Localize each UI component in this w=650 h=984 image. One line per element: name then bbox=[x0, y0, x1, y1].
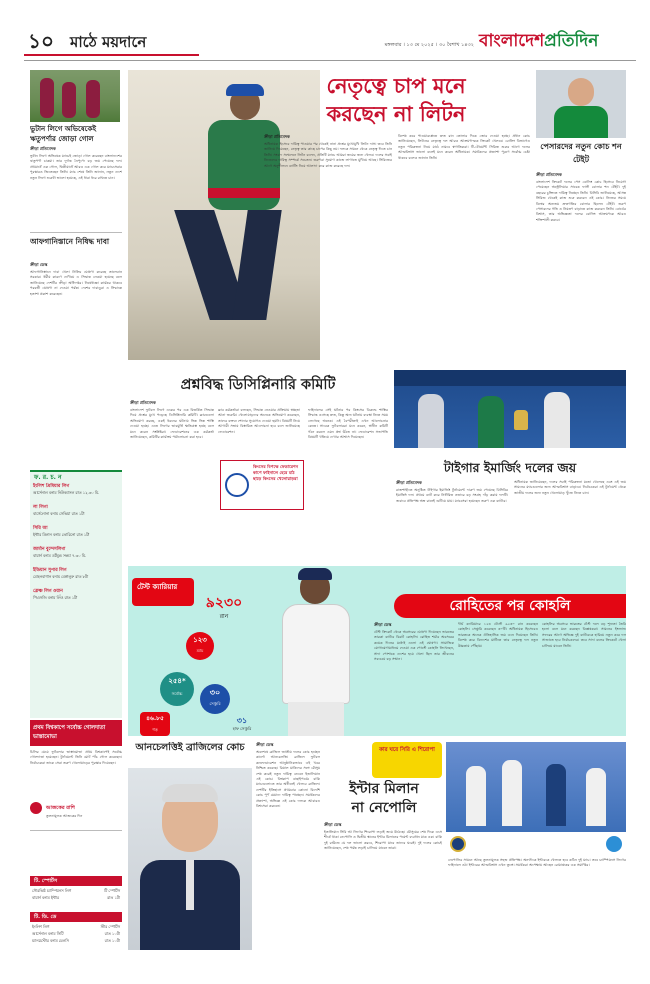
divider bbox=[30, 232, 122, 233]
kohli-cap bbox=[298, 568, 332, 580]
team-photo bbox=[394, 370, 626, 448]
tv-guide-item bbox=[33, 567, 119, 580]
player-figure bbox=[546, 764, 566, 826]
lead-body-col-2: বিশেষ করে পাওয়ারপ্লেতে দ্রুত রান তোলার দিকে জোর দেওয়া হচ্ছে। প্রধান কোচ জানিয়েছেন, লিটনের নেতৃত্বে দল আরও আক্রমণাত্মক ক্রিকেট খেলবে। বোলিং বিভাগেও নতুন পরিকল্পনা নিয়ে মাঠে নামবে স্বাগতিকরা। টি-টোয়েন্টি সিরিজ শুরুর আগে দলের আত্মবিশ্বাস ভালো বলেই মনে করেন অধিনায়ক। সমর্থকদের প্রত্যাশা পূরণে সর্বোচ্চ চেষ্টা থাকবে বলেও জানান তিনি। bbox=[398, 134, 530, 160]
tv-guide-item-title: সিরি আ bbox=[33, 526, 48, 531]
stat-hundreds-value: ৩০ bbox=[209, 688, 221, 697]
listing-row-channel: রাত ১০টা bbox=[104, 938, 120, 943]
coach-photo bbox=[536, 70, 626, 138]
listing-rows bbox=[30, 887, 122, 909]
banner-title: প্রথম বিশ্বকাপে সর্বোচ্চ গোলদাতা ভাস্তামোভা bbox=[33, 725, 106, 740]
player-figure bbox=[62, 82, 76, 118]
tv-guide-list bbox=[30, 483, 122, 601]
tiger-body-col-1: রাজশাহীতে অনুষ্ঠিত টাইগার ইমার্জিং টুর্নামেন্টে দারুণ জয় পেয়েছে বিসিবির ইমার্জিং দল। প্রথমে ব্যাট করে নির্ধারিত ওভারে বড় সংগ্রহ দাঁড় করায় দলটি। জবাবে প্রতিপক্ষ অল্প রানেই গুটিয়ে যায়। ম্যাচসেরা হয়েছেন তরুণ এক ব্যাটার। bbox=[396, 488, 508, 503]
listing-row-channel: টি স্পোর্টস bbox=[104, 888, 120, 893]
tv-guide bbox=[30, 470, 122, 718]
inter-body-col-2: নেপোলির সামনে আছে তুলনামূলক সহজ প্রতিপক্ষ। অন্যদিকে ইন্টারকে খেলতে হবে কঠিন দুই ম্যাচ। তবে চ্যাম্পিয়নস লিগের ফাইনালে ওঠা ইন্টারের আত্মবিশ্বাস এখন তুঙ্গে। সমর্থকরা অপেক্ষায় আছেন রোমাঞ্চকর এক সমাপ্তির। bbox=[448, 858, 626, 868]
committee-body-col-3: ফাইনালের সেই ঘটনার পর কিংসের বিরুদ্ধে শাস্তির সিদ্ধান্ত এসেছে দ্রুত, কিন্তু অন্য ঘটনায় ব্যবস্থা নিতে সময় লেগেছে অনেক। এই বৈপরীত্যই এখন আলোচনার কেন্দ্রে। সাবেক ফুটবলাররা মনে করেন, স্বাধীন কমিটি গঠন করলে এমন প্রশ্ন উঠত না। ফেডারেশন সভাপতি বিষয়টি খতিয়ে দেখার আশ্বাস দিয়েছেন। bbox=[308, 408, 388, 440]
masthead bbox=[24, 14, 636, 64]
tiger-body-col-2: অধিনায়ক জানিয়েছেন, দলের সবাই পরিকল্পনা মতো খেলেছে এবং এই জয় সামনের ম্যাচগুলোর জন্য আত্মবিশ্বাস বাড়াবে। নির্বাচকেরা এই টুর্নামেন্ট থেকে জাতীয় দলের জন্য নতুন খেলোয়াড় খুঁজে নিতে চান। bbox=[514, 480, 626, 495]
tv-guide-item bbox=[33, 483, 119, 496]
coach-hair bbox=[162, 784, 218, 802]
stat-average-value: ৪৬.৮৫ bbox=[146, 715, 164, 722]
tiger-byline: ক্রীড়া প্রতিবেদক bbox=[396, 480, 422, 485]
date-line: মঙ্গলবার । ১৩ মে ২০২৫ । ৩০ বৈশাখ ১৪৩২ bbox=[384, 42, 474, 48]
article-byline: ক্রীড়া ডেস্ক bbox=[30, 262, 48, 267]
article-body: ভুটান লিগে অভিষেক ম্যাচেই জোড়া গোল করেছেন বাংলাদেশের ঋতুপর্ণা চাকমা। তার দুর্দান্ত নৈপুণ্যে বড় জয় পেয়েছে দল। প্রথমার্ধে এক গোল, দ্বিতীয়ার্ধে আরও এক গোল করে ম্যাচসেরার পুরস্কারও জিতেছেন তিনি। ম্যাচ শেষে তিনি জানান, নতুন দেশে নতুন লিগে শুরুটা ভালো হয়েছে, এই ধারা ধরে রাখতে চান। bbox=[30, 154, 122, 180]
article-body: চিলির মেয়ে ফুটবলার ভাস্তামোভা প্রথম বিশ্বকাপেই সর্বোচ্চ গোলদাতা হয়েছেন। টুর্নামেন্টে তিনি মোট পাঁচ গোল করেছেন। নির্বাচকেরা তাকে সেরা তরুণ খেলোয়াড়ের পুরস্কার দিয়েছেন। bbox=[30, 750, 122, 765]
listing-header bbox=[30, 876, 122, 886]
lead-headline-line-1: নেতৃত্বে চাপ মনে bbox=[326, 73, 466, 98]
listing-row-channel: স্টার স্পোর্টস bbox=[100, 924, 120, 929]
inter-title-line-2: না নেপোলি bbox=[351, 800, 417, 816]
napoli-photo bbox=[446, 742, 626, 832]
masthead-rule bbox=[24, 60, 636, 61]
listing-row-channel: রাত ১০টা bbox=[104, 931, 120, 936]
tv-guide-item-title: ইংলিশ প্রিমিয়ার লিগ bbox=[33, 484, 70, 489]
banner bbox=[30, 720, 122, 746]
football-photo bbox=[30, 70, 120, 122]
stat-runs-label: রান bbox=[219, 613, 229, 620]
ancelotti-byline: ক্রীড়া ডেস্ক bbox=[256, 742, 274, 747]
stat-matches-label: ম্যাচ bbox=[196, 648, 204, 653]
kohli-body-col-1: টেস্ট ক্রিকেট থেকে অবসরের ঘোষণা দিয়েছেন ভারতের তারকা ব্যাটার বিরাট কোহলি। রোহিত শর্মার অবসরের কয়েক দিনের মধ্যেই এলো এই ঘোষণা। সামাজিক যোগাযোগমাধ্যমে দেওয়া এক পোস্টে কোহলি লিখেছেন, সাদা পোশাকে দেশের হয়ে খেলা ছিল তার জীবনের সবচেয়ে বড় সম্মান। bbox=[374, 630, 454, 662]
career-stats-title bbox=[132, 578, 194, 606]
tv-guide-item-text: মোহনবাগান বনাম বেঙ্গালুরু রাত ৮টা bbox=[33, 574, 89, 579]
coach-head bbox=[568, 78, 594, 106]
kohli-banner bbox=[394, 594, 626, 618]
tv-guide-item bbox=[33, 546, 119, 559]
listing-row bbox=[30, 937, 122, 944]
divider bbox=[30, 830, 122, 831]
stat-average bbox=[140, 712, 170, 736]
lead-body-col-1: অধিনায়ক হিসেবে দায়িত্ব পাওয়ার পর থেকেই নানা প্রশ্নের মুখোমুখি লিটন দাস। তবে তিনি জানিয়ে দিয়েছেন, নেতৃত্ব তার কাছে চাপের কিছু নয়। দলকে সামনে থেকে নেতৃত্ব দিতে চান তিনি। সংবাদ সম্মেলনে লিটন বলেন, প্রতিটি ম্যাচে আমরা জয়ের জন্য খেলব। দলের সবাই নিজেদের দায়িত্ব সম্পর্কে সচেতন। তরুণরা সুযোগ কাজে লাগাতে মুখিয়ে আছে। সিরিজের আগে অনুশীলনে ব্যাটিং নিয়ে আলাদা করে কাজ করেছে দল। bbox=[264, 142, 392, 168]
player-figure bbox=[40, 78, 54, 118]
listing-row-program: বায়ার্ন বনাম ইন্টার bbox=[32, 895, 59, 900]
listing-row bbox=[30, 930, 122, 937]
tv-guide-item-text: আর্সেনাল বনাম নিউক্যাসল রাত ১২.৩০ মি. bbox=[33, 490, 100, 495]
article-body: আফগানিস্তানে দাবা খেলা নিষিদ্ধ ঘোষণা করেছে তালেবান সরকার। ধর্মীয় কারণে দেখিয়ে এ সিদ্ধান্ত নেওয়া হয়েছে বলে জানিয়েছে দেশটির ক্রীড়া অধিদপ্তর। নিষেধাজ্ঞা কার্যকর থাকবে পরবর্তী ঘোষণা না দেওয়া পর্যন্ত। দেশের দাবাড়ুরা এ সিদ্ধান্তে হতাশা প্রকাশ করেছেন। bbox=[30, 270, 122, 296]
lead-byline: ক্রীড়া প্রতিবেদক bbox=[264, 134, 290, 139]
stat-runs bbox=[194, 594, 254, 624]
player-figure bbox=[466, 766, 486, 826]
stat-fifties-label: হাফ সেঞ্চুরি bbox=[232, 726, 252, 731]
tv-guide-item bbox=[33, 588, 119, 601]
tv-guide-title: ফ. র. চ. ন bbox=[34, 474, 62, 481]
horoscope-icon bbox=[30, 802, 42, 814]
inter-byline: ক্রীড়া ডেস্ক bbox=[324, 822, 342, 827]
coach-byline: ক্রীড়া প্রতিবেদক bbox=[536, 172, 562, 177]
inter-title-line-1: ইন্টার মিলান bbox=[349, 781, 419, 797]
tv-guide-item-title: জার্মান বুন্দেসলিগা bbox=[33, 547, 66, 552]
tiger-title: টাইগার ইমার্জিং দলের জয় bbox=[443, 460, 577, 475]
kohli-body-col-3: কোহলির অবসরে ভারতের টেস্ট দলে বড় শূন্যতা তৈরি হলো বলে মনে করছেন বিশ্লেষকরা। সামনের ইংল্যান্ড সফরের আগে অভিজ্ঞ দুই ব্যাটারকে হারিয়ে নতুন করে দল সাজাতে হবে নির্বাচকদের। তবে সাদা বলের ক্রিকেটে খেলা চালিয়ে যাবেন তিনি। bbox=[542, 622, 626, 648]
federation-icon bbox=[225, 473, 249, 497]
tv-guide-item-title: ফ্রেঞ্চ লিগ ওয়ান bbox=[33, 589, 63, 594]
tv-guide-item-title: ইন্ডিয়ান সুপার লিগ bbox=[33, 568, 67, 573]
person-figure bbox=[418, 394, 444, 448]
horoscope-note: তুলনামূলক আজকের দিন bbox=[46, 814, 83, 818]
cap bbox=[226, 84, 264, 96]
listing-row bbox=[30, 887, 122, 894]
ancelotti-body: অবশেষে ব্রাজিল জাতীয় দলের কোচ হচ্ছেন কার্লো আনচেলত্তি। ব্রাজিল ফুটবল কনফেডারেশন আনুষ্ঠানিকভাবে এই খবর নিশ্চিত করেছে। রিয়াল মাদ্রিদের সঙ্গে মৌসুম শেষ করেই নতুন দায়িত্ব নেবেন ইতালিয়ান এই কোচ। বিশ্বকাপ বাছাইপর্বের বাকি ম্যাচগুলোতে তার অধীনেই খেলবে ব্রাজিল। দেশটির ইতিহাসে প্রথমবার কোনো বিদেশি কোচ পূর্ণ মেয়াদে দায়িত্ব পাচ্ছেন। সমর্থকদের প্রত্যাশা, অভিজ্ঞ এই কোচ দলকে আবারও বিশ্বসেরা করবেন। bbox=[256, 750, 320, 809]
coach-shirt bbox=[554, 106, 608, 138]
coach-body: বাংলাদেশ ক্রিকেট দলের পেস বোলিং কোচ হিসেবে নিয়োগ পেয়েছেন অস্ট্রেলিয়ার সাবেক ফাস্ট বোলার শন টেইট। দুই বছরের চুক্তিতে দায়িত্ব নিচ্ছেন তিনি। বিসিবি জানিয়েছে, আসন্ন সিরিজ থেকেই কাজ শুরু করবেন এই কোচ। নিজের সময়ে বিশ্বের অন্যতম দ্রুতগতির বোলার ছিলেন টেইট। তরুণ পেসারদের গতি ও নিয়ন্ত্রণ বাড়াতে কাজ করবেন তিনি। বোর্ডের বিশ্বাস, তার অভিজ্ঞতা দলের বোলিং আক্রমণকে আরও শক্তিশালী করবে। bbox=[536, 180, 626, 222]
article-title: আফগানিস্তানে নিষিদ্ধ দাবা bbox=[30, 237, 110, 246]
serie-a-badge bbox=[372, 742, 442, 778]
coach-tie bbox=[186, 860, 194, 910]
player-figure bbox=[86, 80, 100, 118]
tv-guide-item-text: বায়ার্ন বনাম ডর্টমুন্ড সন্ধ্যা ৭.৩০ মি. bbox=[33, 553, 87, 558]
trophy-icon bbox=[514, 410, 528, 430]
stat-fifties bbox=[222, 716, 262, 734]
brand-logo bbox=[479, 28, 636, 54]
tv-guide-item bbox=[33, 504, 119, 517]
kohli-title: রোহিতের পর কোহলি bbox=[449, 598, 571, 614]
ancelotti-title: আনচেলত্তিই ব্রাজিলের কোচ bbox=[135, 742, 245, 753]
stat-highest-value: ২৫৪* bbox=[168, 677, 186, 685]
pull-quote-box bbox=[220, 460, 304, 510]
listing-rows bbox=[30, 923, 122, 957]
committee-byline: ক্রীড়া প্রতিবেদক bbox=[130, 400, 156, 405]
serie-a-badge-text: কার ঘরে সিরি এ শিরোপা bbox=[379, 747, 435, 753]
listing-row bbox=[30, 894, 122, 901]
page-number: ১০ bbox=[28, 29, 54, 53]
listing-row-channel: রাত ১টা bbox=[107, 895, 120, 900]
kohli-photo bbox=[262, 566, 370, 736]
listing-row-program: আর্সেনাল বনাম সিটি bbox=[32, 931, 64, 936]
club-crests bbox=[446, 834, 626, 854]
committee-body-col-1: বাংলাদেশ ফুটবল লিগে একের পর এক বিতর্কিত সিদ্ধান্ত দিয়ে প্রশ্নের মুখে পড়েছে ডিসিপ্লিনারি কমিটি। ক্লাবগুলো অভিযোগ করছে, একই ধরনের ঘটনায় ভিন্ন ভিন্ন শাস্তি দেওয়া হচ্ছে। এতে লিগের ভাবমূর্তি ক্ষতিগ্রস্ত হচ্ছে বলে মনে করেন সংশ্লিষ্টরা। ফেডারেশনের এক কর্মকর্তা জানিয়েছেন, কমিটির কার্যক্রম পর্যালোচনা করা হবে। bbox=[130, 408, 214, 440]
career-stats-title-text: টেস্ট ক্যারিয়ার bbox=[137, 583, 178, 591]
committee-title: প্রশ্নবিদ্ধ ডিসিপ্লিনারি কমিটি bbox=[180, 376, 336, 393]
listing-title: টি. স্পোর্টস bbox=[34, 878, 58, 884]
inter-crest-icon bbox=[450, 836, 466, 852]
person-figure bbox=[544, 392, 570, 448]
listing-row-program: সৌরভিষ্ঠ চ্যাম্পিয়নস লিগ bbox=[32, 888, 72, 893]
person-figure bbox=[478, 396, 504, 448]
tv-guide-item-text: বার্সেলোনা বনাম সেভিয়া রাত ১টা bbox=[33, 511, 85, 516]
listing-row bbox=[30, 923, 122, 930]
stat-fifties-value: ৩১ bbox=[236, 716, 248, 725]
listing-row-program: ম্যানচেস্টার বনাম চেলসি bbox=[32, 938, 69, 943]
listing-row-program: ইংলিশ লিগ bbox=[32, 924, 50, 929]
committee-body-col-2: ক্লাব কর্মকর্তারা বলছেন, সিদ্ধান্ত নেওয়ার প্রক্রিয়ায় স্বচ্ছতা আনা জরুরি। খেলোয়াড়দের অনেকে অভিযোগ করেছেন, তাদের বক্তব্য শোনার সুযোগও দেওয়া হয়নি। বিষয়টি নিয়ে আগামী সভায় বিস্তারিত আলোচনা হবে বলে জানিয়েছে ফেডারেশন। bbox=[218, 408, 300, 434]
section-title: মাঠে ময়দানে bbox=[70, 33, 147, 51]
tv-guide-item-text: পিএসজি বনাম লিঁও রাত ১টা bbox=[33, 595, 78, 600]
pull-quote: কিংসের বিপক্ষে ফেডারেশন কাপে ফাইনালে হেরে মাঠ ছাড়ে কিংসের খেলোয়াড়রা bbox=[253, 464, 299, 482]
brand-part-a: বাংলাদেশ bbox=[479, 31, 545, 51]
article-byline: ক্রীড়া প্রতিবেদক bbox=[30, 146, 56, 151]
tv-guide-item bbox=[33, 525, 119, 538]
stat-average-label: গড় bbox=[152, 727, 158, 732]
horoscope-title: আজকের রাশি bbox=[46, 805, 75, 811]
stat-matches bbox=[186, 632, 214, 660]
section-underline bbox=[24, 54, 199, 56]
stat-highest bbox=[160, 672, 194, 706]
player-figure bbox=[586, 768, 606, 826]
tv-guide-item-title: লা লিগা bbox=[33, 505, 48, 510]
lead-headline bbox=[262, 72, 530, 132]
kohli-byline: ক্রীড়া ডেস্ক bbox=[374, 622, 392, 627]
napoli-crest-icon bbox=[606, 836, 622, 852]
kohli-trousers bbox=[288, 702, 344, 736]
player-figure bbox=[502, 760, 522, 826]
stat-matches-value: ১২৩ bbox=[193, 636, 207, 644]
listing-header bbox=[30, 912, 122, 922]
kohli-shirt bbox=[282, 604, 350, 704]
inter-title bbox=[322, 780, 446, 818]
stat-hundreds bbox=[200, 684, 230, 714]
inter-body-col-1: ইতালিয়ান সিরি আ লিগের শিরোপা লড়াই জমে উঠেছে। মৌসুমের শেষ দিকে এসে শীর্ষে থাকা নেপোলি ও দ্বিতীয় স্থানের ইন্টার মিলানের পয়েন্ট ব্যবধান মাত্র এক। বাকি দুই রাউন্ডে যে দল ভালো করবে, শিরোপা যাবে তাদের ঘরেই। দুই দলের কোচই জানিয়েছেন, শেষ পর্যন্ত লড়াই চালিয়ে যাবেন তারা। bbox=[324, 830, 442, 851]
brand-part-b: প্রতিদিন bbox=[544, 31, 599, 51]
lead-headline-line-2: করছেন না লিটন bbox=[326, 101, 466, 126]
ancelotti-photo bbox=[128, 768, 252, 950]
stat-highest-label: সর্বোচ্চ bbox=[171, 691, 183, 696]
stat-runs-value: ৯২৩০ bbox=[205, 595, 243, 611]
article-title: ভুটান লিগে অভিষেকেই ঋতুপর্ণার জোড়া গোল bbox=[30, 124, 97, 143]
stat-hundreds-label: সেঞ্চুরি bbox=[209, 701, 221, 706]
kohli-body-col-2: দীর্ঘ ক্যারিয়ারে ১২৩ টেস্টে ৯২৩০ রান করেছেন কোহলি। সেঞ্চুরি করেছেন ৩০টি। অধিনায়ক হিসেবেও ভারতকে অনেক ঐতিহাসিক জয় এনে দিয়েছেন তিনি। বিশেষ করে বিদেশের মাটিতে তার নেতৃত্বে দল নতুন উচ্চতায় পৌঁছায়। bbox=[458, 622, 538, 648]
banner-strip bbox=[394, 370, 626, 386]
coach-title: পেসারদের নতুন কোচ শন টেইট bbox=[540, 141, 622, 164]
listing-title: টি. ডি. ডে bbox=[34, 914, 57, 920]
tv-guide-item-text: ইন্টার মিলান বনাম তোরিনো রাত ১টা bbox=[33, 532, 90, 537]
